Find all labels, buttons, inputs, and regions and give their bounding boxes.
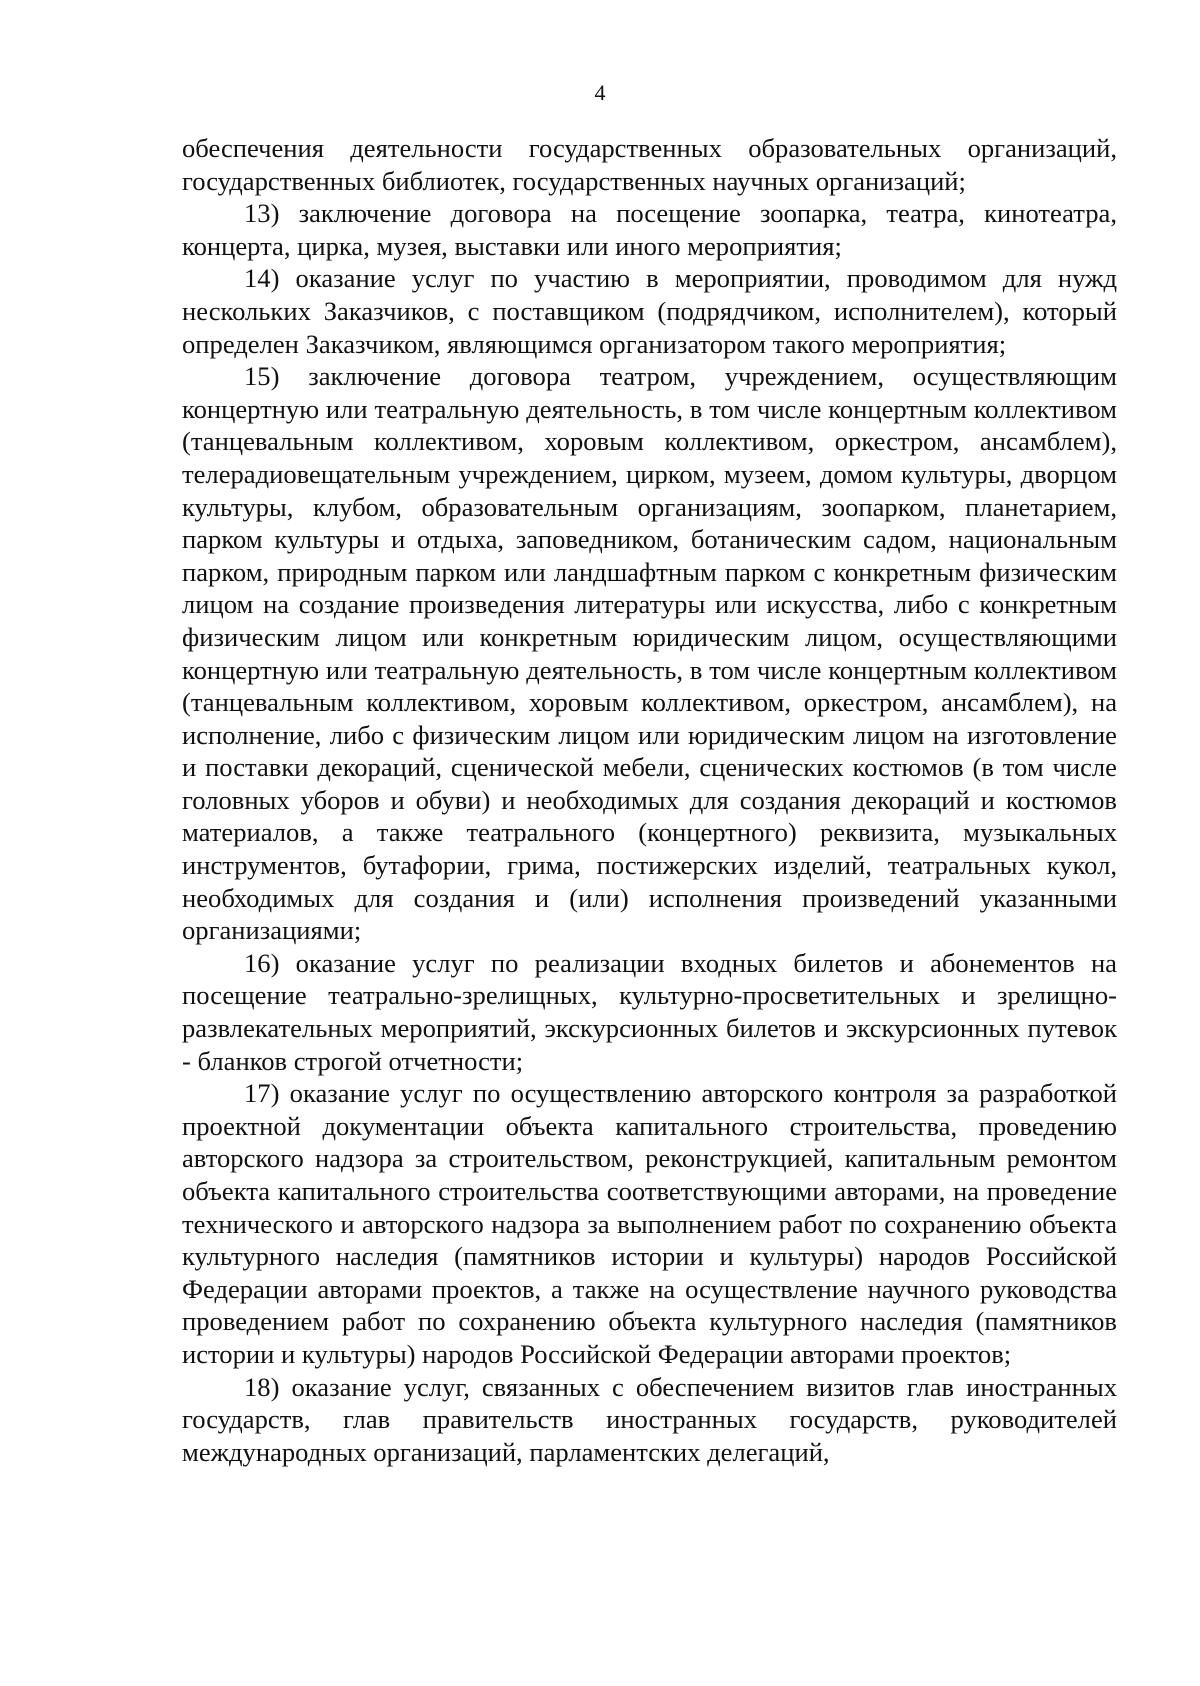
paragraph-continuation: обеспечения деятельности государственных образовательных организаций, государственных библиотек, государственных научных организаций; [182, 133, 1117, 196]
paragraph-item-16: 16) оказание услуг по реализации входных билетов и абонементов на посещение театрально-зрелищных, культурно-просветительных и зрелищно-развлекательных мероприятий, экскурсионных билетов и экскурсионных путевок - бланков строгой отчетности; [182, 947, 1117, 1076]
paragraph-item-14: 14) оказание услуг по участию в мероприятии, проводимом для нужд нескольких Заказчиков, с поставщиком (подрядчиком, исполнителем), который определен Заказчиком, являющимся организатором такого мероприятия; [182, 263, 1117, 359]
paragraph-item-15: 15) заключение договора театром, учреждением, осуществляющим концертную или театральную деятельность, в том числе концертным коллективом (танцевальным коллективом, хоровым коллективом, оркестром, ансамблем), телерадиовещательным учреждением, цирком, музеем, домом культуры, дворцом культуры, клубом, образовательным организациям, зоопарком, планетарием, парком культуры и отдыха, заповедником, ботаническим садом, национальным парком, природным парком или ландшафтным парком с конкретным физическим лицом на создание произведения литературы или искусства, либо с конкретным физическим лицом или конкретным юридическим лицом, осуществляющими концертную или театральную деятельность, в том числе концертным коллективом (танцевальным коллективом, хоровым коллективом, оркестром, ансамблем), на исполнение, либо с физическим лицом или юридическим лицом на изготовление и поставки декораций, сценической мебели, сценических костюмов (в том числе головных уборов и обуви) и необходимых для создания декораций и костюмов материалов, а также театрального (концертного) реквизита, музыкальных инструментов, бутафории, грима, постижерских изделий, театральных кукол, необходимых для создания и (или) исполнения произведений указанными организациями; [182, 361, 1117, 946]
paragraph-item-18: 18) оказание услуг, связанных с обеспечением визитов глав иностранных государств, глав правительств иностранных государств, руководителей международных организаций, парламентских делегаций, [182, 1371, 1117, 1467]
document-body [182, 132, 1117, 1468]
paragraph-item-17: 17) оказание услуг по осуществлению авторского контроля за разработкой проектной документации объекта капитального строительства, проведению авторского надзора за строительством, реконструкцией, капитальным ремонтом объекта капитального строительства соответствующими авторами, на проведение технического и авторского надзора за выполнением работ по сохранению объекта культурного наследия (памятников истории и культуры) народов Российской Федерации авторами проектов, а также на осуществление научного руководства проведением работ по сохранению объекта культурного наследия (памятников истории и культуры) народов Российской Федерации авторами проектов; [182, 1078, 1117, 1369]
paragraph-item-13: 13) заключение договора на посещение зоопарка, театра, кинотеатра, концерта, цирка, музея, выставки или иного мероприятия; [182, 198, 1117, 261]
page-number: 4 [594, 80, 606, 105]
